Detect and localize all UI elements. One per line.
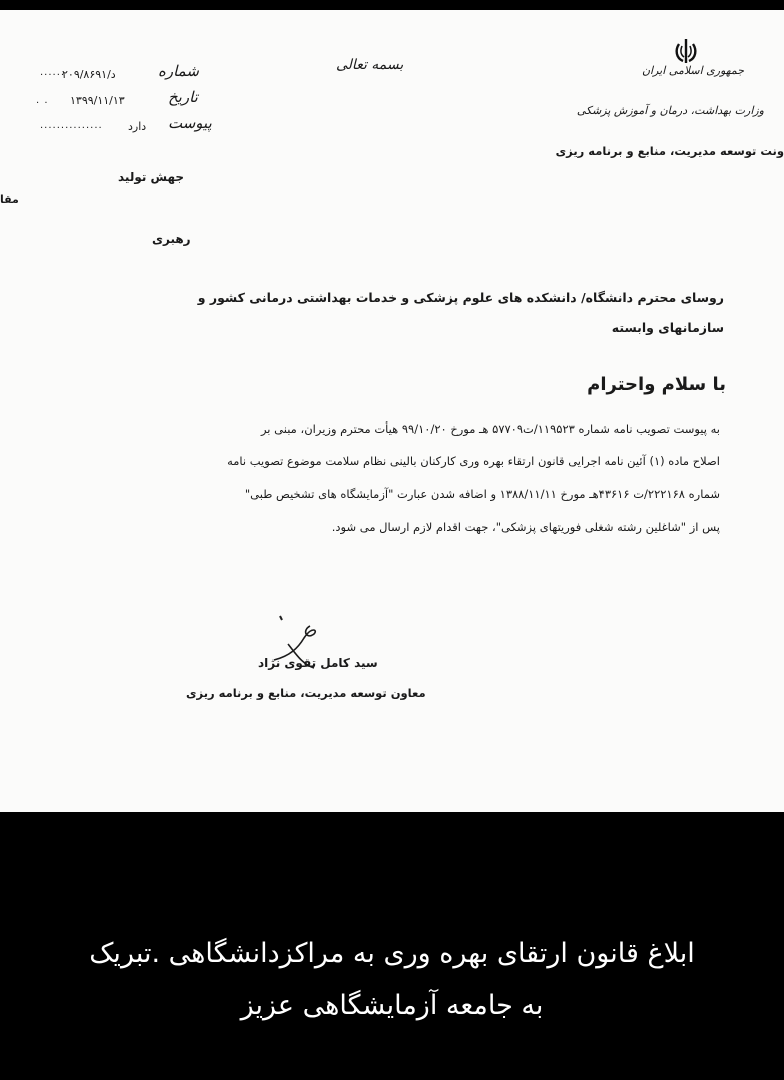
body-line: شماره ۲۲۲۱۶۸/ت ۴۳۶۱۶هـ مورخ ۱۳۸۸/۱۱/۱۱ و اضافه شدن عبارت "آزمایشگاه های تشخیص طبی" — [244, 487, 720, 501]
edge-fragment: مقا — [0, 193, 19, 206]
greeting: با سلام واحترام — [587, 374, 726, 395]
image-caption — [0, 928, 784, 1032]
letter-document — [0, 10, 784, 812]
ministry-line-1: جمهوری اسلامی ایران — [641, 64, 744, 77]
number-label: شماره — [158, 62, 199, 80]
attachment-label: پیوست — [168, 114, 212, 132]
ministry-line-2: وزارت بهداشت، درمان و آموزش پزشکی — [576, 104, 764, 117]
attachment-value: دارد — [128, 120, 147, 133]
bismillah-heading: بسمه تعالی — [336, 57, 404, 73]
cc-line-1: جهش تولید — [118, 170, 185, 184]
signer-name: سید کامل تقوی نژاد — [258, 656, 378, 670]
body-line: به پیوست تصویب نامه شماره ۱۱۹۵۲۳/ت۵۷۷۰۹ هـ مورخ ۹۹/۱۰/۲۰ هیأت محترم وزیران، مبنی بر — [260, 422, 720, 436]
iran-emblem-icon — [672, 36, 700, 66]
attachment-dots: ............... — [40, 120, 103, 131]
body-line: اصلاح ماده (۱) آئین نامه اجرایی قانون ارتقاء بهره وری کارکنان بالینی نظام سلامت موضوع تصویب نامه — [227, 454, 720, 468]
recipient-line-1: روسای محترم دانشگاه/ دانشکده های علوم پزشکی و خدمات بهداشتی درمانی کشور و — [197, 290, 724, 305]
cc-line-2: رهبری — [152, 232, 191, 246]
caption-line-2: به جامعه آزمایشگاهی عزیز — [240, 990, 544, 1021]
caption-line-1: ابلاغ قانون ارتقای بهره وری به مراکزدانشگاهی .تبریک — [89, 938, 695, 969]
recipient-line-2: سازمانهای وابسته — [611, 320, 724, 335]
date-label: تاریخ — [168, 88, 198, 106]
handwritten-signature — [244, 614, 334, 680]
signer-title: معاون توسعه مدیریت، منابع و برنامه ریزی — [186, 686, 426, 700]
number-value: د/۲۰۹/۸۶۹۱ — [62, 68, 116, 81]
date-value: ۱۳۹۹/۱۱/۱۳ — [70, 94, 125, 107]
body-line: پس از "شاغلین رشته شغلی فوریتهای پزشکی"، جهت اقدام لازم ارسال می شود. — [331, 520, 720, 534]
department-name: ونت توسعه مدیریت، منابع و برنامه ریزی — [555, 144, 784, 158]
number-dots: ...... — [40, 67, 66, 78]
top-black-strip — [0, 0, 784, 10]
date-dots: . . — [36, 95, 49, 106]
